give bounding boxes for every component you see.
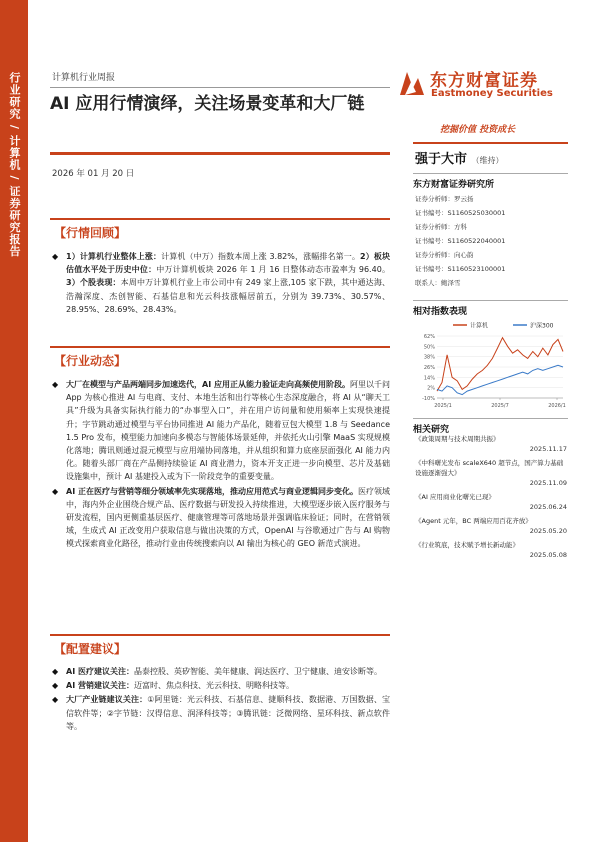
related-item[interactable] <box>415 458 567 489</box>
relative-index-chart <box>413 318 568 413</box>
section-title: 【配置建议】 <box>54 642 127 656</box>
related-item-title: 《Agent 元年，BC 两端应用百花齐放》 <box>415 517 532 525</box>
diamond-bullet-icon: ◆ <box>52 380 59 389</box>
section-header-dynamics <box>50 346 390 368</box>
section-body-dynamics <box>50 378 390 552</box>
chart-section-title: 相对指数表现 <box>413 300 568 317</box>
body-text: 中万计算机板块 2026 年 1 月 16 日整体动态市盈率为 96.40。 <box>156 265 390 275</box>
analyst-line: 证书编号：S1160525030001 <box>415 209 506 217</box>
page-title: AI 应用行情演绎，关注场景变革和大厂链 <box>50 94 365 114</box>
report-category: 计算机行业周报 <box>52 73 116 83</box>
analyst-line: 证券分析师：向心韵 <box>415 251 474 259</box>
analyst-list <box>415 192 570 290</box>
bullet-paragraph <box>50 679 390 692</box>
bullet-paragraph <box>50 250 390 316</box>
bold-lead-text: 3）个股表现： <box>66 278 121 288</box>
related-item-date: 2025.05.08 <box>529 551 567 559</box>
related-item-title: 《行业筑底，技术赋予增长新动能》 <box>415 541 519 549</box>
divider <box>50 87 390 88</box>
bold-lead-text: AI 正在医疗与营销等细分领域率先实现落地，推动应用范式与商业逻辑同步变化。 <box>66 486 358 496</box>
bold-lead-text: AI 营销建议关注： <box>66 681 134 691</box>
y-tick-label: 26% <box>423 365 435 371</box>
bullet-paragraph <box>50 485 390 551</box>
y-tick-label: 62% <box>423 334 435 340</box>
related-item[interactable] <box>415 434 567 455</box>
related-list <box>415 434 567 564</box>
sidebar-label: 行业研究 / 计算机 / 证券研究报告 <box>8 72 21 258</box>
related-item-date: 2025.06.24 <box>529 503 567 511</box>
body-text: 医疗领域中，海内外企业围绕合规产品、医疗数据与研发投入持续推进，大模型逐步嵌入医疗服务与研发流程，国内更侧重基层医疗、健康管理等可落地场景并强调临床验证；同时，在营销领域，生成式 AI 正改变用户获取信息与做出决策的方式，OpenAI 与谷歌通过广告与 AI 购物模式探索商业化路径，推动行业由传统搜索向以 AI 输出为核心的 GEO 新范式演进。 <box>66 486 391 549</box>
related-item-title: 《中科曙光发布 scaleX640 超节点，国产算力基础设施逐渐强大》 <box>415 459 564 477</box>
brand-logo-icon <box>397 68 427 98</box>
bullet-paragraph <box>50 378 390 484</box>
bold-lead-text: 大厂产业链建议关注： <box>66 695 148 705</box>
section-header-advice <box>50 634 390 656</box>
section-title: 【行情回顾】 <box>54 226 127 240</box>
brand-name-en: Eastmoney Securities <box>431 88 553 99</box>
section-body-review <box>50 250 390 317</box>
y-tick-label: 50% <box>423 344 435 351</box>
related-item[interactable] <box>415 492 567 513</box>
diamond-bullet-icon: ◆ <box>52 681 59 691</box>
diamond-bullet-icon: ◆ <box>52 486 59 496</box>
y-tick-label: 38% <box>423 354 435 361</box>
rating <box>415 148 504 167</box>
body-text: 迈富时、焦点科技、光云科技、明略科技等。 <box>133 681 294 691</box>
x-tick-label: 2026/1 <box>548 403 566 409</box>
divider <box>50 152 390 155</box>
related-item-date: 2025.05.20 <box>529 527 567 535</box>
y-tick-label: 14% <box>423 375 435 382</box>
diamond-bullet-icon: ◆ <box>52 667 59 676</box>
analyst-line: 证书编号：S1160522040001 <box>415 237 506 245</box>
section-title: 【行业动态】 <box>54 354 127 368</box>
section-body-advice <box>50 665 390 734</box>
x-tick-label: 2025/1 <box>434 403 452 409</box>
analyst-line: 证书编号：S1160523100001 <box>415 265 506 273</box>
diamond-bullet-icon: ◆ <box>52 695 59 705</box>
y-tick-label: 2% <box>427 385 435 392</box>
diamond-bullet-icon: ◆ <box>52 252 59 261</box>
brand-slogan: 挖掘价值 投资成长 <box>440 125 516 135</box>
y-tick-label: -10% <box>422 396 435 402</box>
body-text: ①阿里链：光云科技、石基信息、捷顺科技、数据港、万国数据、宝信软件等；②字节链：汉得信息、润泽科技等；③腾讯链：泛微网络、星环科技、新点软件等。 <box>66 695 391 731</box>
bold-lead-text: 1）计算机行业整体上涨： <box>66 252 162 261</box>
analyst-line: 证券分析师：方科 <box>415 223 467 231</box>
related-title: 相关研究 <box>413 418 568 435</box>
legend-label: 计算机 <box>470 322 489 330</box>
body-text: 计算机（中万）指数本周上涨 3.82%，涨幅排名第一。 <box>161 252 361 261</box>
related-item-title: 《政策周期与技术周期共振》 <box>415 435 500 443</box>
section-header-review <box>50 218 390 240</box>
series-line <box>437 338 563 391</box>
analyst-line: 联系人：鲍泽雪 <box>415 279 461 287</box>
x-tick-label: 2025/7 <box>491 403 509 409</box>
related-item-date: 2025.11.09 <box>529 479 567 487</box>
body-text: 晶泰控股、英矽智能、美年健康、润达医疗、卫宁健康、迪安诊断等。 <box>133 667 382 676</box>
brand-name-cn: 东方财富证券 <box>430 71 538 91</box>
bullet-paragraph <box>50 665 390 678</box>
related-item-title: 《AI 应用商业化曙光已现》 <box>415 493 495 501</box>
legend-label: 沪深300 <box>530 322 554 330</box>
institute-name: 东方财富证券研究所 <box>413 173 568 190</box>
rating-sub: （维持） <box>471 156 504 165</box>
report-date: 2026 年 01 月 20 日 <box>52 169 135 179</box>
body-text: 本周中万计算机行业上市公司中有 249 家上涨,105 家下跌，其中通达海、浩瀚深度、杰创智能、石基信息和光云科技涨幅居前五，分别为 39.73%、30.57%、28.95%、28.69%、28.43%。 <box>66 278 390 314</box>
analyst-line: 证券分析师：罗云扬 <box>415 195 474 203</box>
bold-lead-text: 2）板块估值水平处于历史中位： <box>66 252 390 275</box>
bullet-paragraph <box>50 693 390 733</box>
related-item[interactable] <box>415 516 567 537</box>
body-text: 阿里以千问 App 为核心推进 AI 与电商、支付、本地生活和出行等核心生态深度融合，将 AI 从“聊天工具”升级为具备实际执行能力的“办事型入口”，并在用户访问量和使用频率上实现快速提升；字节跳动通过模型与平台协同推进 AI 能力产品化，随着豆包大模型 1.8 与 Seedance 1.5 Pro 发布，模型能力加速向多模态与智能体场景延伸，并依托火山引擎 MaaS 实现规模化落地；腾讯则通过混元模型与应用端协同落地，并从组织和算力底座层面强化 AI 能力内化。随着头部厂商在产品侧持续验证 AI 商业潜力，资本开支正进一步向模型、芯片及基础设施集中，预计 AI 基建投入或为下一阶段竞争的重要变量。 <box>66 380 391 482</box>
bold-lead-text: 大厂在模型与产品两端同步加速迭代，AI 应用正从能力验证走向高频使用阶段。 <box>66 380 350 389</box>
divider <box>413 142 568 144</box>
rating-label: 强于大市 <box>415 152 468 167</box>
bold-lead-text: AI 医疗建议关注： <box>66 667 134 676</box>
related-item[interactable] <box>415 540 567 561</box>
related-item-date: 2025.11.17 <box>529 445 567 453</box>
